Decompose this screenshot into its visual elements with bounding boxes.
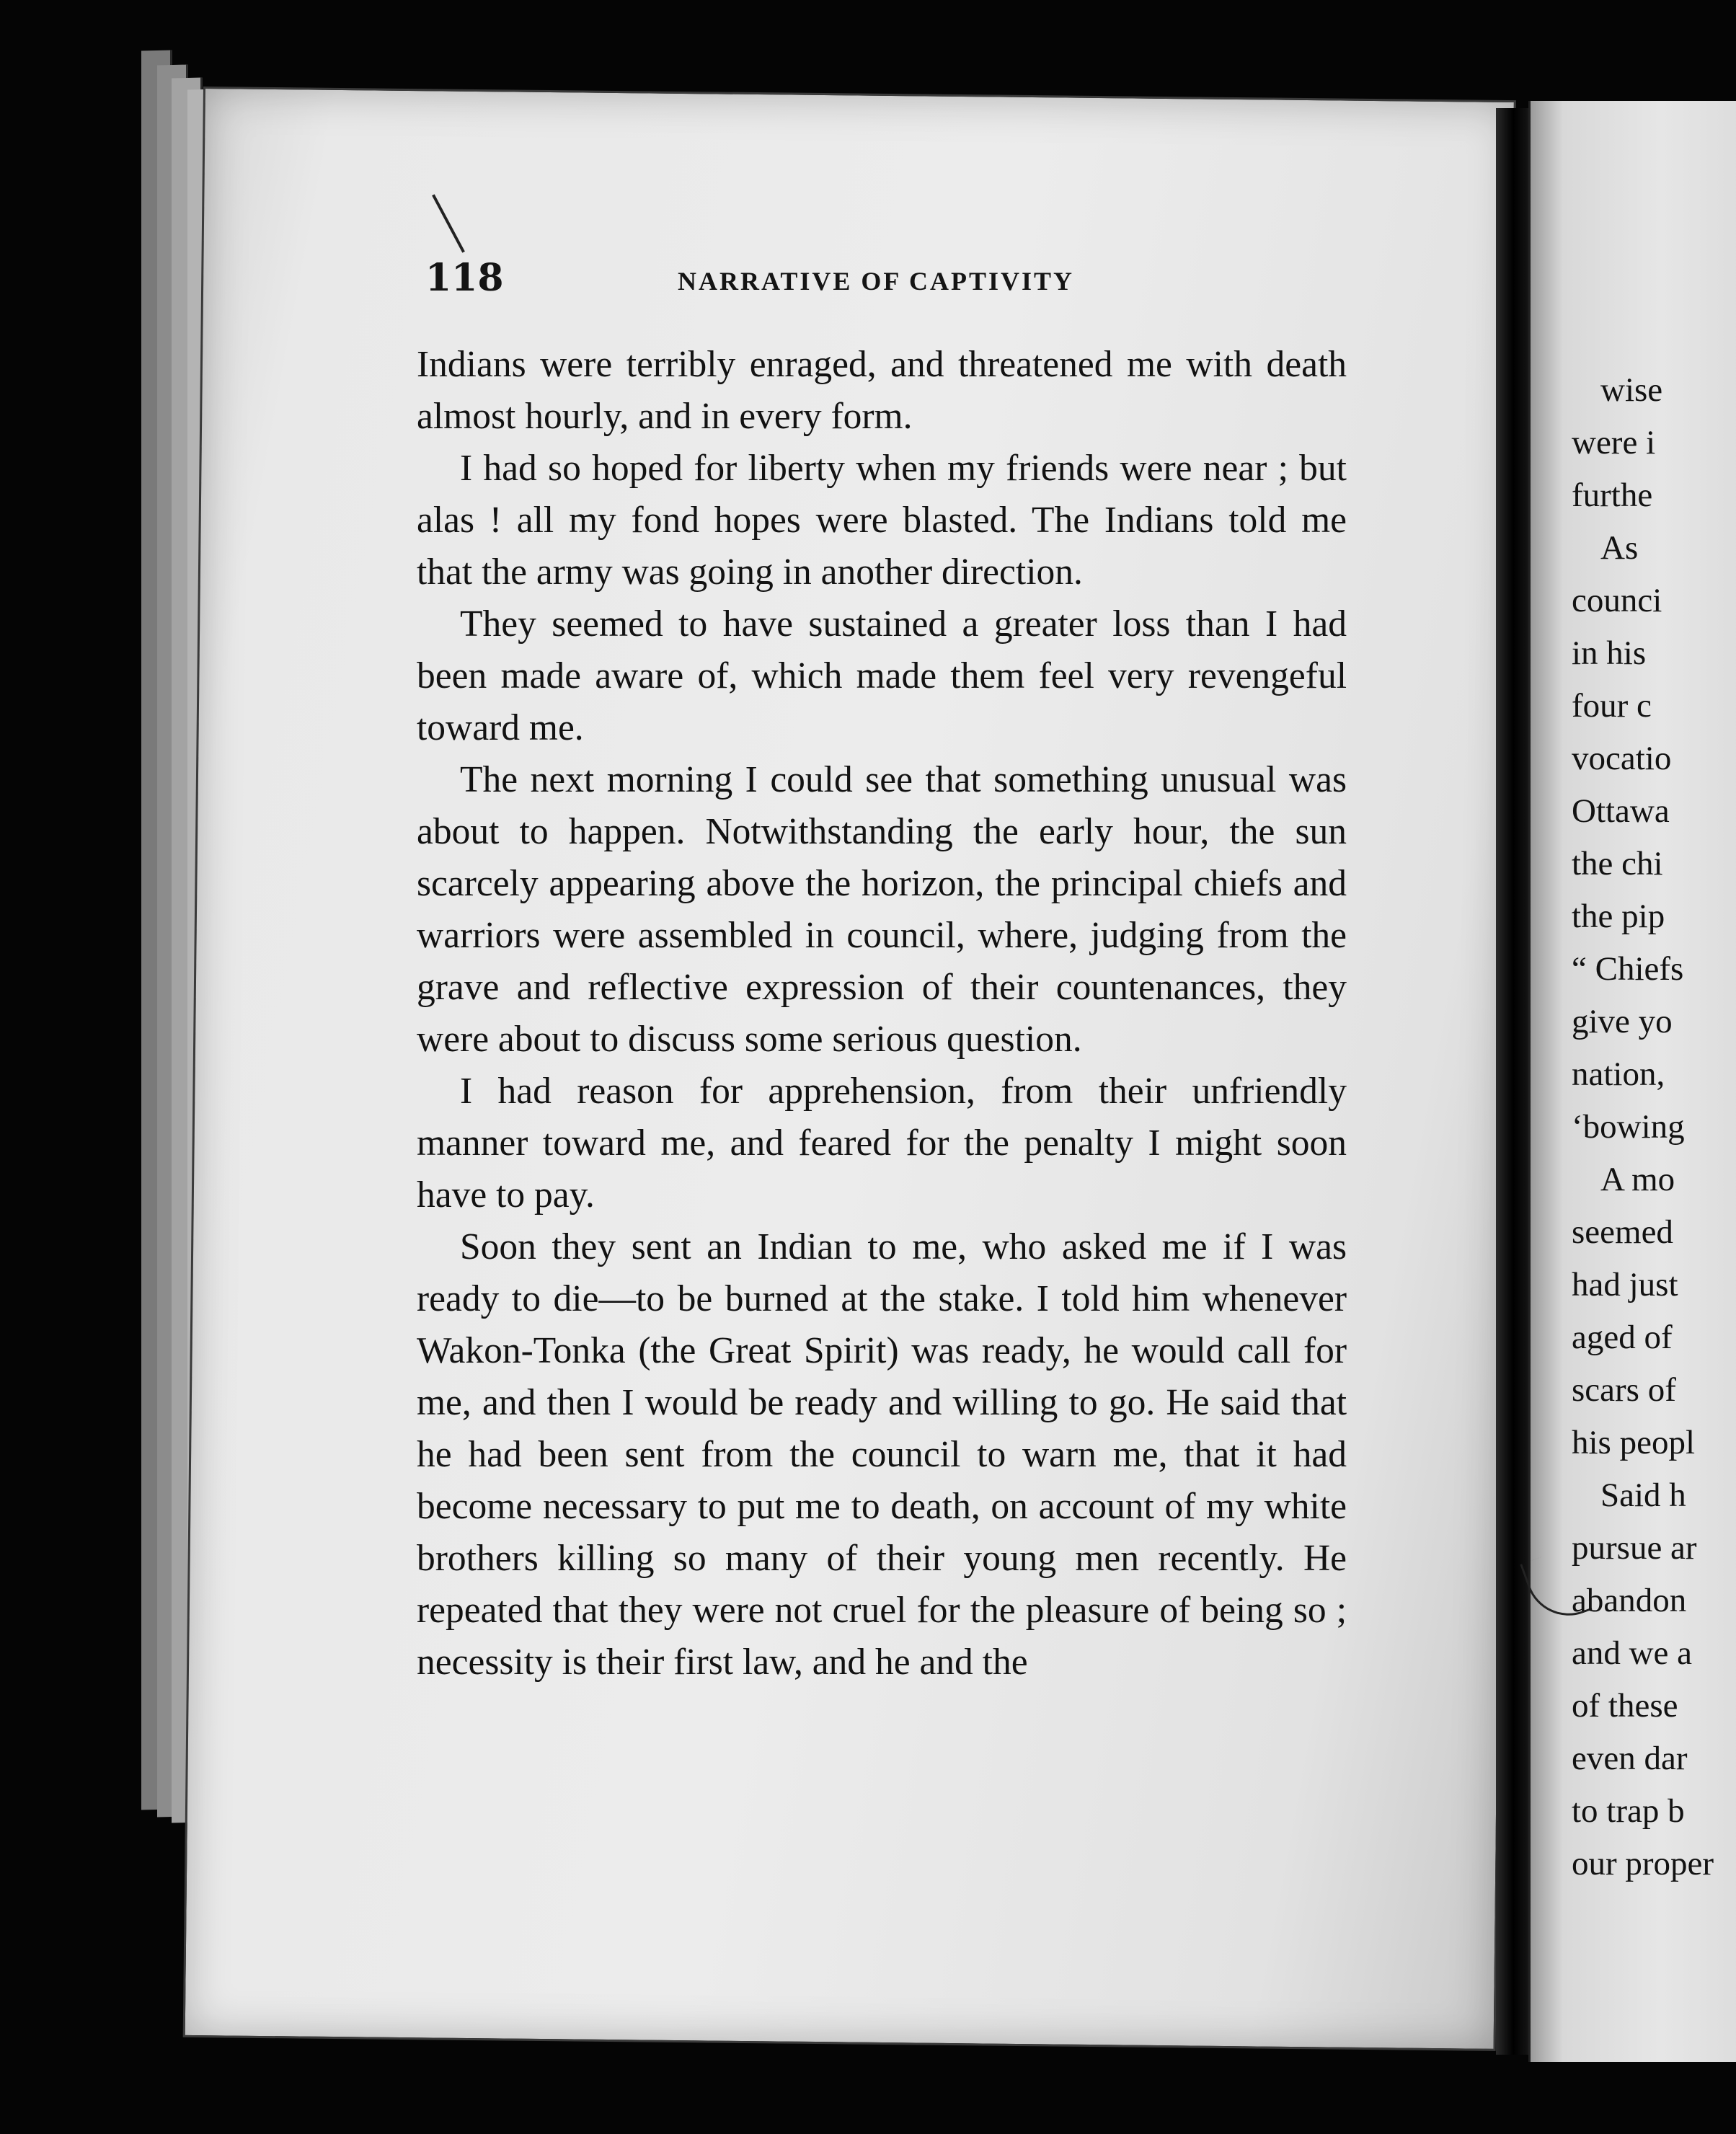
facing-line: give yo xyxy=(1572,1003,1673,1040)
facing-line: to trap b xyxy=(1572,1792,1685,1830)
facing-line: his peopl xyxy=(1572,1424,1696,1461)
facing-line: Ottawa xyxy=(1572,792,1670,830)
paragraph: I had reason for apprehension, from their unfriendly manner toward me, and feared for the penalty I might soon have to pay. xyxy=(417,1071,1347,1216)
paragraph: Indians were terribly enraged, and threatened me with death almost hourly, and in every form. xyxy=(417,344,1347,437)
facing-line: in his xyxy=(1572,634,1647,672)
facing-line: the chi xyxy=(1572,845,1663,882)
paragraph: Soon they sent an Indian to me, who asked me if I was ready to die—to be burned at the stake. I told him whenever Wakon-Tonka (the Great Spirit) was ready, he would call for me, and then I would be ready and willing to go. He said that he had been sent from the council to warn me, that it had become necessary to put me to death, on account of my white brothers killing so many of their young men recently. He repeated that they were not cruel for the pleasure of being so ; necessity is their first law, and he and the xyxy=(417,1226,1347,1683)
facing-line: even dar xyxy=(1572,1740,1688,1777)
facing-line: As xyxy=(1600,529,1639,567)
facing-page-text xyxy=(1572,364,1736,1890)
facing-line: and we a xyxy=(1572,1634,1693,1672)
facing-line: aged of xyxy=(1572,1319,1673,1356)
facing-line: the pip xyxy=(1572,898,1665,935)
facing-line: furthe xyxy=(1572,477,1653,514)
running-head: NARRATIVE OF CAPTIVITY xyxy=(678,267,1075,296)
facing-line: vocatio xyxy=(1572,740,1672,777)
facing-line: counci xyxy=(1572,582,1662,619)
facing-line: A mo xyxy=(1600,1161,1675,1198)
facing-line: wise xyxy=(1600,371,1663,409)
facing-line: abandon xyxy=(1572,1582,1687,1619)
facing-line: nation, xyxy=(1572,1055,1665,1093)
facing-line: were i xyxy=(1572,424,1656,461)
facing-line: four c xyxy=(1572,687,1652,725)
facing-line: Said h xyxy=(1600,1476,1686,1514)
page-body-text xyxy=(417,339,1347,1688)
facing-line: scars of xyxy=(1572,1371,1676,1409)
facing-line: had just xyxy=(1572,1266,1678,1303)
facing-line: pursue ar xyxy=(1572,1529,1697,1567)
paragraph: I had so hoped for liberty when my friends were near ; but alas ! all my fond hopes were blasted. The Indians told me that the army was going in another direction. xyxy=(417,448,1347,593)
facing-line: our proper xyxy=(1572,1845,1714,1882)
paragraph: They seemed to have sustained a greater loss than I had been made aware of, which made them feel very revengeful toward me. xyxy=(417,603,1347,748)
paragraph: The next morning I could see that something unusual was about to happen. Notwithstanding the early hour, the sun scarcely appearing above the horizon, the principal chiefs and warriors were assembled in council, where, judging from the grave and reflective expression of their countenances, they were about to discuss some serious question. xyxy=(417,759,1347,1060)
page-header xyxy=(425,256,1435,306)
facing-line: ‘bowing xyxy=(1572,1108,1685,1146)
facing-line: of these xyxy=(1572,1687,1678,1725)
facing-line: seemed xyxy=(1572,1213,1673,1251)
facing-line: “ Chiefs xyxy=(1572,950,1684,988)
page-number: 118 xyxy=(425,256,504,300)
